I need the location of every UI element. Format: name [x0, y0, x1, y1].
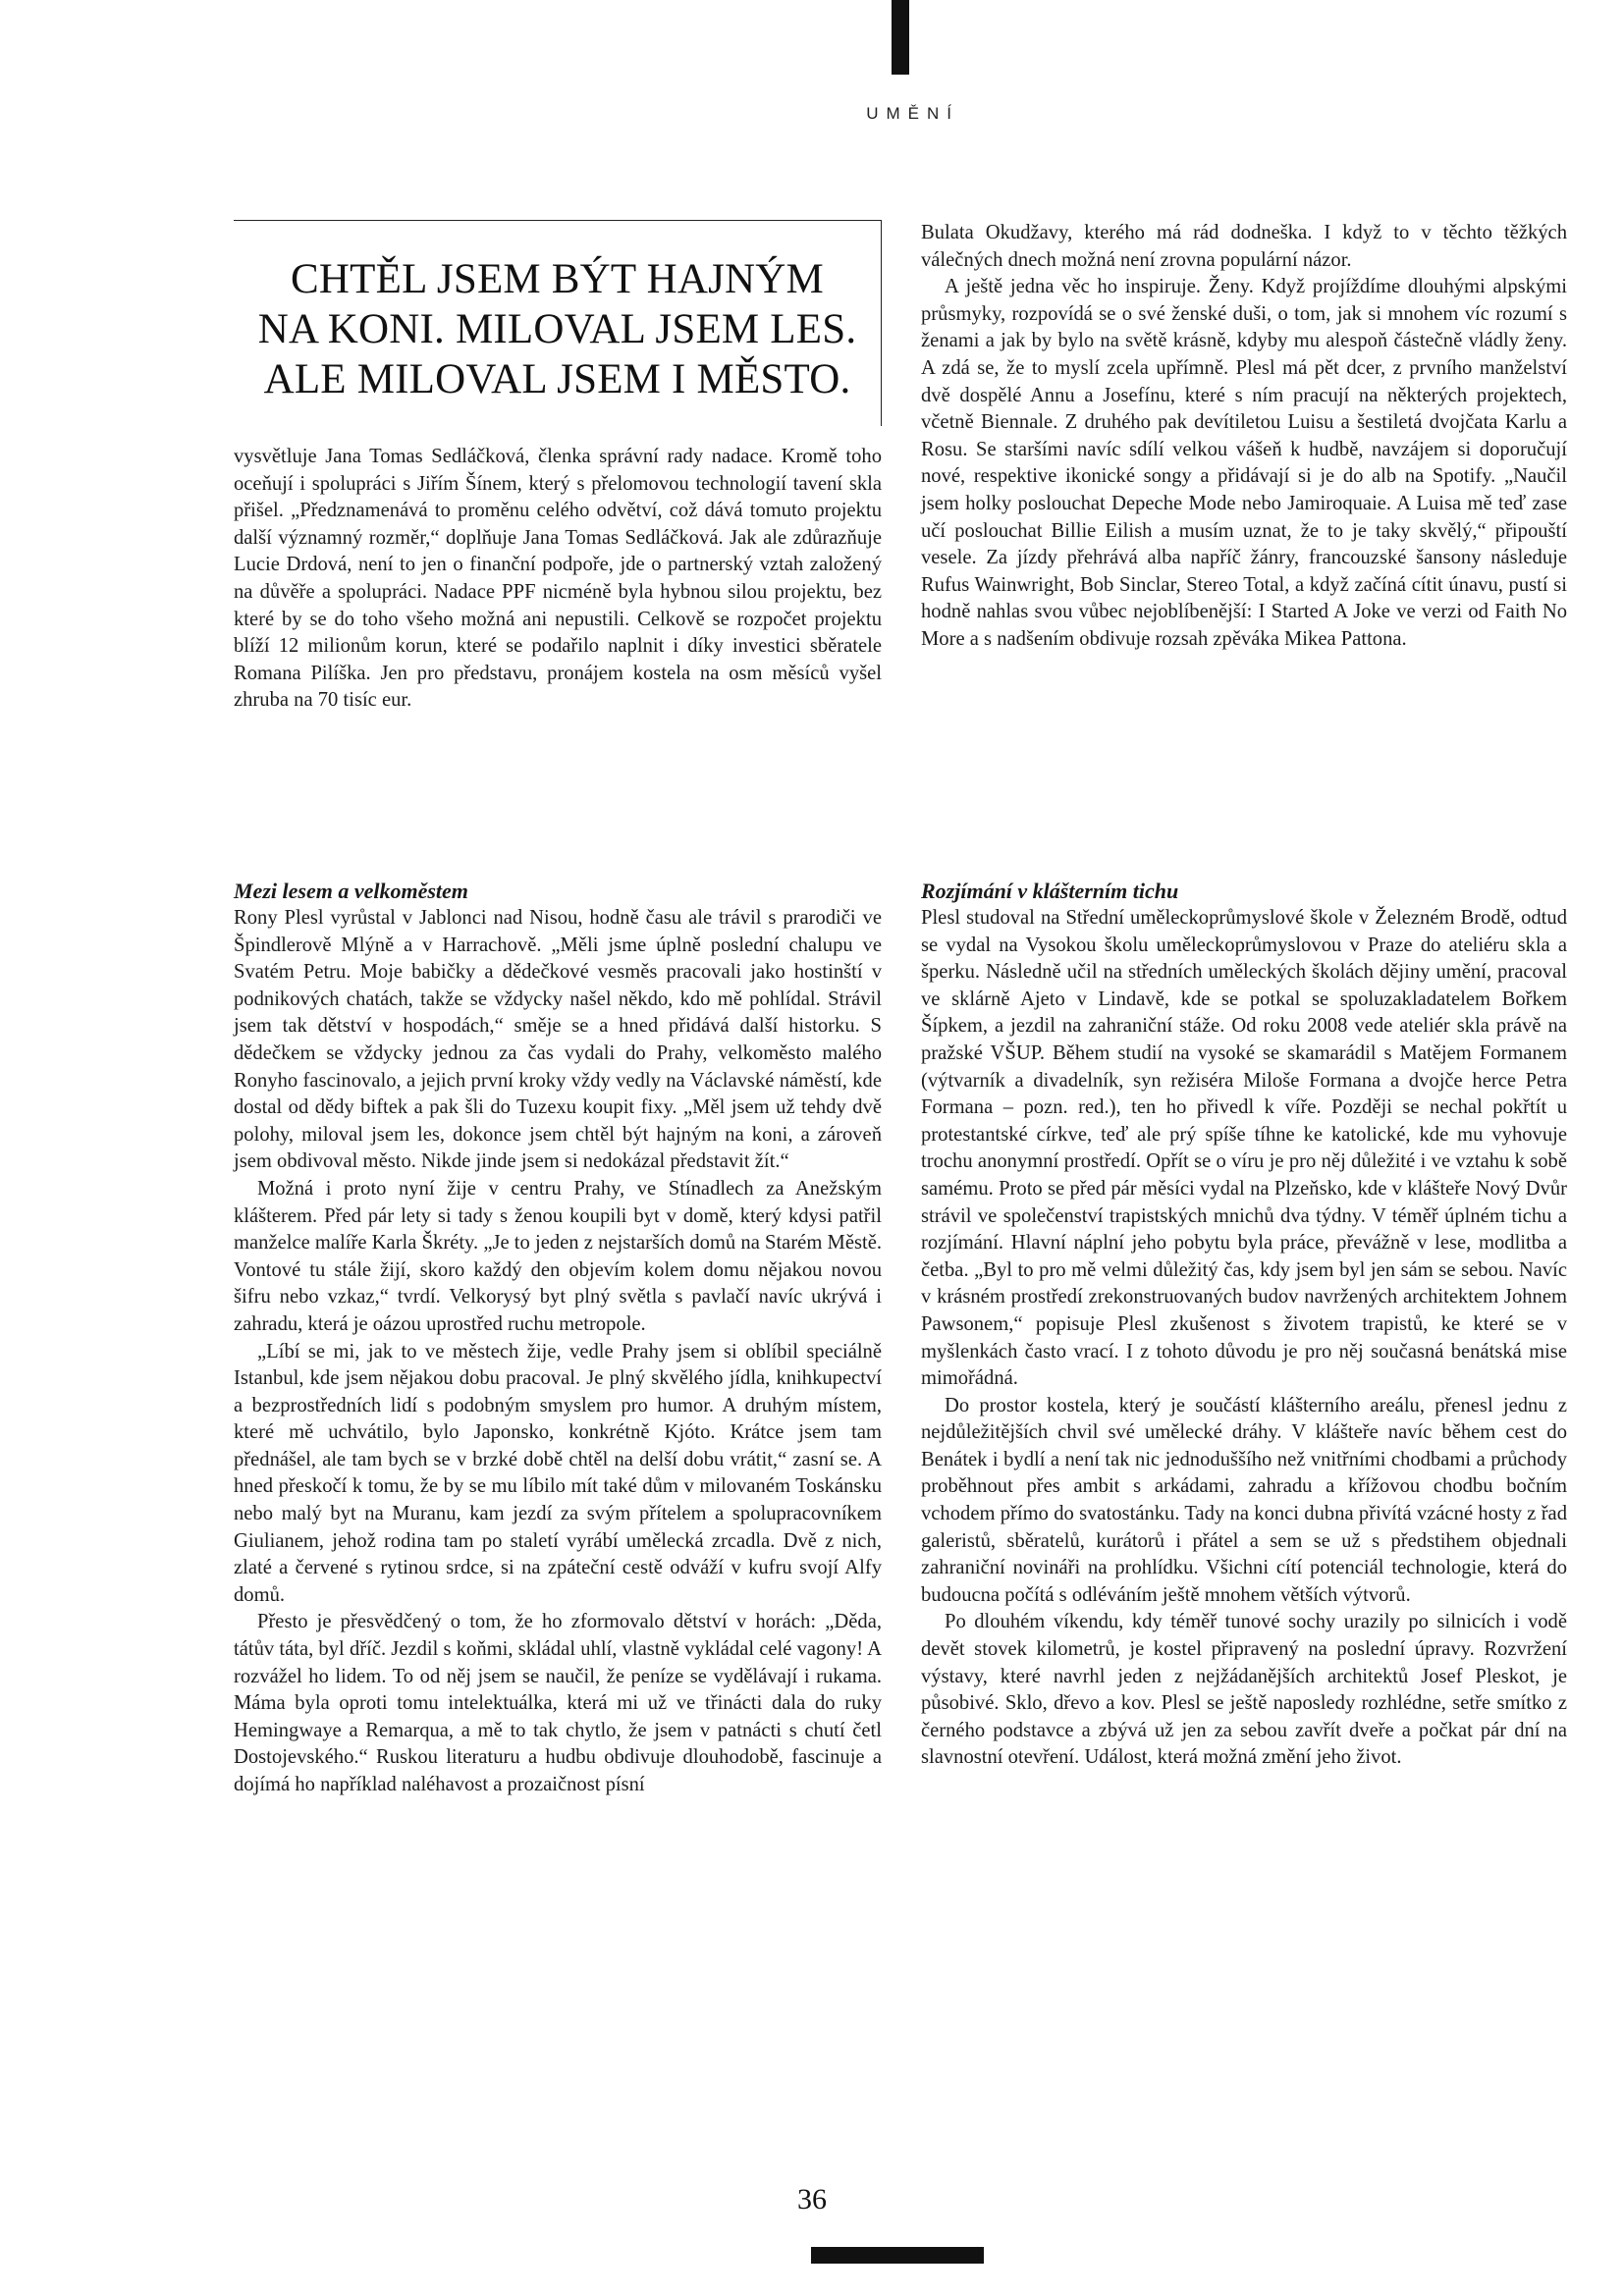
top-black-bar	[892, 0, 909, 75]
body-paragraph: Po dlouhém víkendu, kdy téměř tunové sochy urazily po silnicích i vodě devět stovek kilometrů, je kostel připravený na poslední úpravy. Rozvržení výstavy, které navrhl jeden z nejžádanějších architektů Josef Pleskot, je působivé. Sklo, dřevo a kov. Plesl se ještě naposledy rozhlédne, setře smítko z černého podstavce a zbývá už jen za sebou zavřít dveře a počkat pár dní na slavnostní otevření. Událost, která možná změní jeho život.	[921, 1611, 1567, 1769]
body-paragraph: Plesl studoval na Střední uměleckoprůmyslové škole v Železném Brodě, odtud se vydal na Vysokou školu uměleckoprůmyslovou v Praze do ateliéru skla a šperku. Následně učil na středních uměleckých školách dějiny umění, pracoval ve sklárně Ajeto v Lindavě, kde se potkal se spoluzakladatelem Bořkem Šípkem, a jezdil na zahraniční stáže. Od roku 2008 vede ateliér skla právě na pražské VŠUP. Během studií na vysoké se skamarádil s Matějem Formanem (výtvarník a divadelník, syn režiséra Miloše Formana a dvojče herce Petra Formana – pozn. red.), ten ho přivedl k víře. Později se nechal pokřtít u protestantské církve, teď ale prý spíše tíhne ke katolické, kde mu vyhovuje trochu anonymní prostředí. Opřít se o víru je pro něj důležité i ve vztahu k sobě samému. Proto se před pár měsíci vydal na Plzeňsko, kde v klášteře Nový Dvůr strávil ve společenství trapistských mnichů dva týdny. V téměř úplném tichu a rozjímání. Hlavní náplní jeho pobytu byla práce, převážně v lese, modlitba a četba. „Byl to pro mě velmi důležitý čas, kdy jsem byl jen sám se sebou. Navíc v krásném prostředí zrekonstruovaných budov navržených architektem Johnem Pawsonem,“ popisuje Plesl zkušenost s životem trapistů, ke které se v myšlenkách často vrací. I z tohoto důvodu je pro něj současná benátská mise mimořádná.	[921, 907, 1567, 1390]
body-paragraph: Rony Plesl vyrůstal v Jablonci nad Nisou, hodně času ale trávil s prarodiči ve Špindlerově Mlýně a v Harrachově. „Měli jsme úplně poslední chalupu ve Svatém Petru. Moje babičky a dědečkové vesměs pracovali jako hostinští v podnikových chatách, takže se vždycky našel někdo, kdo mě pohlídal. Strávil jsem tak dětství v hospodách,“ směje se a hned přidává další historku. S dědečkem se vždycky jednou za čas vydali do Prahy, velkoměsto malého Ronyho fascinovalo, a jejich první kroky vždy vedly na Václavské náměstí, kde dostal od dědy biftek a pak šli do Tuzexu koupit fixy. „Měl jsem už tehdy dvě polohy, miloval jsem les, dokonce jsem chtěl být hajným na koni, a zároveň jsem obdivoval město. Nikde jinde jsem si nedokázal představit žít.“	[234, 907, 882, 1173]
page-number: 36	[797, 2183, 827, 2216]
body-paragraph: Do prostor kostela, který je součástí klášterního areálu, přenesl jednu z nejdůležitějších chvil své umělecké dráhy. V klášteře navíc během cest do Benátek i bydlí a není tak nic jednoduššího než vnitřními chodbami a průchody proběhnout přes ambit s arkádami, zahradu a křížovou chodbu bočním vchodem přímo do svatostánku. Tady na konci dubna přivítá vzácné hosty z řad galeristů, sběratelů, kurátorů i přátel a sem se už s předstihem objednali zahraniční novináři na prohlídku. Všichni cítí potenciál technologie, která do budoucna počítá s odléváním ještě mnohem větších výtvorů.	[921, 1394, 1567, 1606]
body-paragraph: Přesto je přesvědčený o tom, že ho zformovalo dětství v horách: „Děda, tátův táta, byl dříč. Jezdil s koňmi, skládal uhlí, vlastně vykládal celé vagony! A rozvážel ho lidem. To od něj jsem se naučil, že peníze se vydělávají i rukama. Máma byla oproti tomu intelektuálka, která mi už ve třinácti dala do ruky Hemingwaye a Remarqua, a mě to tak chytlo, že jsem v patnácti s chutí četl Dostojevského.“ Ruskou literaturu a hudbu obdivuje dlouhodobě, fascinuje a dojímá ho například naléhavost a prozaičnost písní	[234, 1611, 882, 1795]
section-label: UMĚNÍ	[866, 104, 959, 123]
body-paragraph: Bulata Okudžavy, kterého má rád dodneška. I když to v těchto těžkých válečných dnech možná není zrovna populární názor.	[921, 222, 1567, 271]
left-article-text	[234, 905, 882, 1799]
right-top-text	[921, 220, 1567, 654]
body-paragraph: Možná i proto nyní žije v centru Prahy, ve Stínadlech za Anežským klášterem. Před pár lety si tady s ženou koupili byt v domě, který kdysi patřil manželce malíře Karla Škréty. „Je to jeden z nejstarších domů na Starém Městě. Vontové tu stále žijí, skoro každý den objevím kolem domu nějakou novou šifru nebo vzkaz,“ tvrdí. Velkorysý byt plný světla s pavlačí navíc ukrývá i zahradu, která je oázou uprostřed ruchu metropole.	[234, 1177, 882, 1335]
body-paragraph: A ještě jedna věc ho inspiruje. Ženy. Když projíždíme dlouhými alpskými průsmyky, rozpovídá se o své ženské duši, o tom, jak si mnohem víc rozumí s ženami a jak by bylo na světě krásně, kdyby mu alespoň částečně vládly ženy. A zdá se, že to myslí zcela upřímně. Plesl má pět dcer, z prvního manželství dvě dospělé Annu a Josefínu, které s ním pracují na některých projektech, včetně Biennale. Z druhého pak devítiletou Luisu a šestiletá dvojčata Karlu a Rosu. Se staršími navíc sdílí velkou vášeň k hudbě, navzájem si doporučují nové, respektive ikonické songy a přidávají si je do alb na Spotify. „Naučil jsem holky poslouchat Depeche Mode nebo Jamiroquaie. A Luisa mě teď zase učí poslouchat Billie Eilish a musím uznat, že to je taky skvělý,“ připouští vesele. Za jízdy přehrává alba napříč žánry, francouzské šansony následuje Rufus Wainwright, Bob Sinclar, Stereo Total, a když začíná cítit únavu, pustí si hodně nahlas svou vůbec nejoblíbenější: I Started A Joke ve verzi od Faith No More a s nadšením obdivuje rozsah zpěváka Mikea Pattona.	[921, 276, 1567, 650]
right-subheading: Rozjímání v klášterním tichu	[921, 879, 1179, 903]
left-intro-text	[234, 444, 882, 715]
bottom-black-bar	[811, 2247, 984, 2264]
body-paragraph: vysvětluje Jana Tomas Sedláčková, členka správní rady nadace. Kromě toho oceňují i spolupráci s Jiřím Šínem, který s přelomovou technologií tavení skla přišel. „Předznamenává to proměnu celého odvětví, což dává tomuto projektu další významný rozměr,“ doplňuje Jana Tomas Sedláčková. Jak ale zdůrazňuje Lucie Drdová, není to jen o finanční podpoře, jde o partnerský vztah založený na důvěře a spolupráci. Nadace PPF nicméně byla hybnou silou projektu, bez které by se do toho všeho možná ani nepustili. Celkově se rozpočet projektu blíží 12 milionům korun, které se podařilo naplnit i díky investici sběratele Romana Pilíška. Jen pro představu, pronájem kostela na osm měsíců vyšel zhruba na 70 tisíc eur.	[234, 446, 882, 712]
pull-quote-box	[234, 220, 882, 426]
pull-quote	[234, 254, 881, 404]
left-subheading: Mezi lesem a velkoměstem	[234, 879, 468, 903]
body-paragraph: „Líbí se mi, jak to ve městech žije, vedle Prahy jsem si oblíbil speciálně Istanbul, kde jsem nějakou dobu pracoval. Je plný skvělého jídla, knihkupectví a bezprostředních lidí s podobným smyslem pro humor. A druhým místem, které mě uchvátilo, bylo Japonsko, konkrétně Kjóto. Krátce jsem tam přednášel, ale tam bych se v brzké době chtěl na delší dobu vrátit,“ zasní se. A hned přeskočí k tomu, že by se mu líbilo mít také dům v milovaném Toskánsku nebo malý byt na Muranu, kam jezdí za svým přítelem a spolupracovníkem Giulianem, jehož rodina tam po staletí vyrábí umělecká zrcadla. Dvě z nich, zlaté a červené s rytinou srdce, si na zpáteční cestě odváží v kufru svojí Alfy domů.	[234, 1340, 882, 1606]
right-article-text	[921, 905, 1567, 1772]
pull-quote-line: NA KONI. MILOVAL JSEM LES.	[257, 306, 857, 352]
pull-quote-line: ALE MILOVAL JSEM I MĚSTO.	[263, 356, 851, 402]
pull-quote-line: CHTĚL JSEM BÝT HAJNÝM	[291, 256, 824, 302]
